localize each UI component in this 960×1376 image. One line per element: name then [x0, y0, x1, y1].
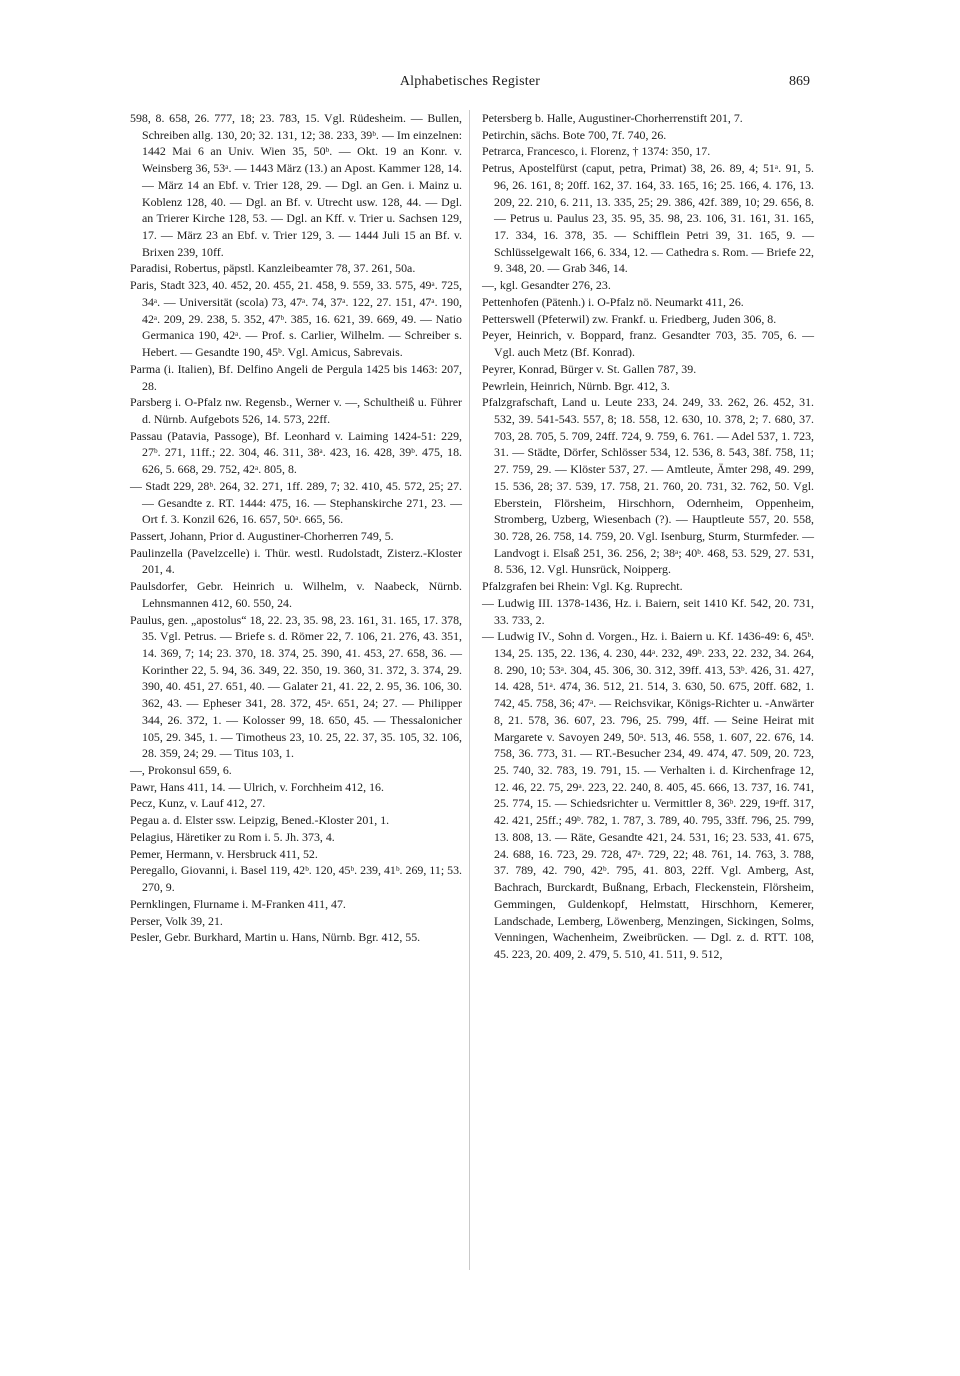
register-entry: Perser, Volk 39, 21.	[130, 913, 223, 928]
register-entry: — Ludwig IV., Sohn d. Vorgen., Hz. i. Baiern u. Kf. 1436-49: 6, 45ᵇ. 134, 25. 135, 22. 136, 4. 230, 44ᵃ. 232, 49ᵇ. 233, 22. 232, 34. 264, 8. 290, 10; 53ᵃ. 304, 45. 306, 30. 312, 39ff. 413, 53ᵇ. 426, 31. 427, 14. 428, 51ᵃ. 474, 36. 512, 21. 514, 3. 630, 50. 675, 20ff. 682, 1. 742, 45. 758, 36; 47ᵃ. — Reichsvikar, Königs-Richter u. -Anwärter 8, 21. 578, 36. 607, 23. 796, 25. 799, 4ff. — Seine Heirat mit Margarete v. Savoyen 249, 50ᵃ. 513, 46. 558, 1. 607, 22. 676, 14. 758, 36. 773, 31. — RT.-Besucher 234, 49. 474, 47. 509, 20. 723, 25. 740, 32. 783, 19. 791, 15. — Verhalten i. d. Kirchenfrage 12, 12. 46, 22. 75, 29ᵃ. 223, 22. 240, 8. 405, 45. 666, 13. 737, 16. 741, 25. 774, 15. — Schiedsrichter u. Vermittler 8, 36ᵇ. 229, 19ᵃff. 317, 42. 421, 25ff.; 49ᵇ. 782, 1. 787, 3. 789, 40. 795, 33ff. 796, 25. 799, 13. 808, 13. — Räte, Gesandte 421, 24. 531, 16; 23. 533, 41. 675, 24. 688, 16. 723, 29. 728, 47ᵃ. 729, 22; 48. 761, 14. 763, 3. 788, 37. 789, 42. 790, 42ᵇ. 795, 41. 803, 22ff. Vgl. Amberg, Ast, Bachrach, Burckardt, Bußnang, Erbach, Fleckenstein, Flörsheim, Gemmingen, Guldenkopf, Helmstatt, Hirschhorn, Kemerer, Landschade, Lemberg, Löwenberg, Menzingen, Sickingen, Solms, Venningen, Wachenheim, Zweibrücken. — Dgl. z. d. RTT. 108, 45. 223, 20. 409, 2. 479, 5. 510, 41. 511, 9. 512,	[482, 629, 814, 961]
register-entry: Petrus, Apostelfürst (caput, petra, Primat) 38, 26. 89, 4; 51ᵃ. 91, 5. 96, 26. 161, 8; 20ff. 162, 37. 164, 33. 165, 16; 25. 166, 4. 176, 13. 209, 22. 210, 6. 211, 13. 335, 25; 29. 386, 42f. 389, 10; 29. 656, 8. — Petrus u. Paulus 23, 35. 95, 35. 98, 23. 106, 31. 161, 31. 165, 17. 334, 16. 378, 35. — Schifflein Petri 39, 31. 165, 9. — Schlüsselgewalt 166, 6. 334, 12. — Cathedra s. Rom. — Briefe 22, 9. 348, 20. — Grab 346, 14.	[482, 161, 814, 276]
register-entry: Parma (i. Italien), Bf. Delfino Angeli de Pergula 1425 bis 1463: 207, 28.	[130, 361, 462, 393]
register-entry: Peyrer, Konrad, Bürger v. St. Gallen 787, 39.	[482, 361, 697, 376]
register-entry: Petrarca, Francesco, i. Florenz, † 1374: 350, 17.	[482, 144, 711, 159]
register-entry: Paulsdorfer, Gebr. Heinrich u. Wilhelm, v. Naabeck, Nürnb. Lehnsmannen 412, 60. 550, 24.	[130, 579, 462, 610]
register-entry: Pawr, Hans 411, 14. — Ulrich, v. Forchheim 412, 16.	[130, 779, 384, 794]
register-entry: Petirchin, sächs. Bote 700, 7f. 740, 26.	[482, 127, 667, 142]
page-header	[130, 74, 810, 94]
register-entry: Parsberg i. O-Pfalz nw. Regensb., Werner v. —, Schultheiß u. Führer d. Nürnb. Aufgebots 526, 14. 573, 22ff.	[130, 395, 462, 426]
register-entry: Pegau a. d. Elster ssw. Leipzig, Bened.-Kloster 201, 1.	[130, 813, 390, 828]
register-entry: Petersberg b. Halle, Augustiner-Chorherrenstift 201, 7.	[482, 111, 743, 125]
running-title: Alphabetisches Register	[399, 74, 541, 89]
left-column	[130, 110, 462, 946]
page-number: 869	[789, 74, 810, 89]
register-entry: —, kgl. Gesandter 276, 23.	[482, 278, 611, 293]
register-entry: Peregallo, Giovanni, i. Basel 119, 42ᵇ. 120, 45ᵇ. 239, 41ᵇ. 269, 11; 53. 270, 9.	[130, 863, 462, 895]
register-entry: 598, 8. 658, 26. 777, 18; 23. 783, 15. Vgl. Rüdesheim. — Bullen, Schreiben allg. 130, 20; 32. 131, 12; 38. 233, 39ᵇ. — Im einzelnen: 1442 Mai 6 an Univ. Wien 35, 50ᵇ. — Okt. 19 an Konr. v. Weinsberg 36, 53ᵃ. — 1443 März (13.) an Apost. Kammer 128, 14. — März 14 an Ebf. v. Trier 128, 29. — Dgl. an Gen. i. Mainz u. Koblenz 128, 40. — Dgl. an Bf. v. Utrecht usw. 128, 44. — Dgl. an Trierer Kirche 128, 53. — Dgl. an Kff. v. Trier u. Sachsen 129, 17. — März 23 an Ebf. v. Trier 129, 3. — 1444 Juli 15 an Bf. v. Brixen 239, 10ff.	[130, 111, 462, 259]
register-entry: Pfalzgrafen bei Rhein: Vgl. Kg. Ruprecht.	[482, 579, 683, 594]
column-divider	[469, 110, 470, 1270]
register-entry: Paris, Stadt 323, 40. 452, 20. 455, 21. 458, 9. 559, 33. 575, 49ᵃ. 725, 34ᵃ. — Universität (scola) 73, 47ᵃ. 74, 37ᵃ. 122, 27. 151, 47ᵃ. 190, 42ᵃ. 209, 29. 238, 5. 352, 47ᵇ. 385, 16. 621, 39. 669, 49. — Natio Germanica 190, 42ᵃ. — Prof. s. Carlier, Wilhelm. — Schreiber s. Hebert. — Gesandte 190, 45ᵇ. Vgl. Amicus, Sabrevais.	[130, 278, 462, 360]
register-entry: Peyer, Heinrich, v. Boppard, franz. Gesandter 703, 35. 705, 6. — Vgl. auch Metz (Bf. Konrad).	[482, 328, 814, 360]
register-entry: Pernklingen, Flurname i. M-Franken 411, 47.	[130, 896, 346, 911]
register-entry: —, Prokonsul 659, 6.	[130, 763, 232, 778]
register-entry: Pemer, Hermann, v. Hersbruck 411, 52.	[130, 846, 318, 861]
register-entry: Pewrlein, Heinrich, Nürnb. Bgr. 412, 3.	[482, 378, 670, 393]
register-entry: Pettenhofen (Pätenh.) i. O-Pfalz nö. Neumarkt 411, 26.	[482, 294, 744, 309]
register-entry: Passau (Patavia, Passoge), Bf. Leonhard v. Laiming 1424-51: 229, 27ᵇ. 271, 11ff.; 22. 304, 46. 311, 38ᵃ. 423, 16. 428, 39ᵇ. 475, 18. 626, 5. 668, 29. 752, 42ᵃ. 805, 8.	[130, 428, 462, 477]
register-entry: — Ludwig III. 1378-1436, Hz. i. Baiern, seit 1410 Kf. 542, 20. 731, 33. 733, 2.	[482, 595, 814, 627]
register-entry: — Stadt 229, 28ᵇ. 264, 32. 271, 1ff. 289, 7; 32. 410, 45. 572, 25; 27. — Gesandte z. RT. 1444: 475, 16. — Stephanskirche 271, 23. — Ort f. 3. Konzil 626, 16. 657, 50ᵃ. 665, 56.	[130, 478, 462, 527]
register-entry: Passert, Johann, Prior d. Augustiner-Chorherren 749, 5.	[130, 528, 394, 543]
register-entry: Pesler, Gebr. Burkhard, Martin u. Hans, Nürnb. Bgr. 412, 55.	[130, 930, 421, 945]
register-entry: Pelagius, Häretiker zu Rom i. 5. Jh. 373, 4.	[130, 829, 335, 844]
register-entry: Pfalzgrafschaft, Land u. Leute 233, 24. 249, 33. 262, 26. 452, 31. 532, 39. 541-543. 557, 8; 18. 558, 12. 630, 10. 378, 2; 7. 680, 37. 703, 28. 705, 5. 709, 24ff. 724, 9. 759, 6. 761. — Adel 537, 1. 723, 31. — Städte, Dörfer, Schlösser 534, 12. 536, 8. 543, 38f. 758, 11; 27. 759, 29. — Klöster 537, 27. — Amtleute, Ämter 298, 49. 299, 15. 536, 28; 37. 539, 17. 758, 21. 760, 20. 731, 32. 762, 50. Vgl. Eberstein, Flörsheim, Hirschhorn, Odernheim, Oppenheim, Stromberg, Uzberg, Wiesenbach (?). — Hauptleute 557, 20. 558, 30. 728, 26. 758, 14. 759, 20. Vgl. Isenburg, Sturm, Sturmfeder. — Landvogt i. Elsaß 251, 36. 256, 2; 38ᵃ; 40ᵇ. 468, 53. 529, 27. 531, 8. 536, 12. Vgl. Hunsrück, Noipperg.	[482, 395, 814, 577]
register-entry: Paulus, gen. „apostolus“ 18, 22. 23, 35. 98, 23. 161, 31. 165, 17. 378, 35. Vgl. Petrus. — Briefe s. d. Römer 22, 7. 106, 21. 276, 43. 351, 14. 369, 7; 14; 23. 370, 18. 374, 25. 390, 41. 453, 27. 658, 36. — Korinther 22, 5. 94, 36. 349, 22. 350, 19. 360, 31. 372, 3. 374, 29. 390, 40. 451, 27. 651, 40. — Galater 21, 41. 22, 2. 95, 36. 106, 30. 362, 43. — Epheser 341, 28. 372, 45ᵃ. 651, 24; 27. — Philipper 344, 26. 372, 1. — Kolosser 99, 18. 650, 45. — Thessalonicher 105, 29. 345, 1. — Timotheus 23, 10. 25, 22. 37, 35. 105, 32. 106, 28. 359, 24; 29. — Titus 103, 1.	[130, 612, 462, 761]
register-entry: Pecz, Kunz, v. Lauf 412, 27.	[130, 796, 266, 811]
right-column	[482, 110, 814, 963]
register-entry: Paulinzella (Pavelzcelle) i. Thür. westl. Rudolstadt, Zisterz.-Kloster 201, 4.	[130, 545, 462, 577]
register-entry: Petterswell (Pfeterwil) zw. Frankf. u. Friedberg, Juden 306, 8.	[482, 311, 777, 326]
register-entry: Paradisi, Robertus, päpstl. Kanzleibeamter 78, 37. 261, 50a.	[130, 261, 416, 276]
